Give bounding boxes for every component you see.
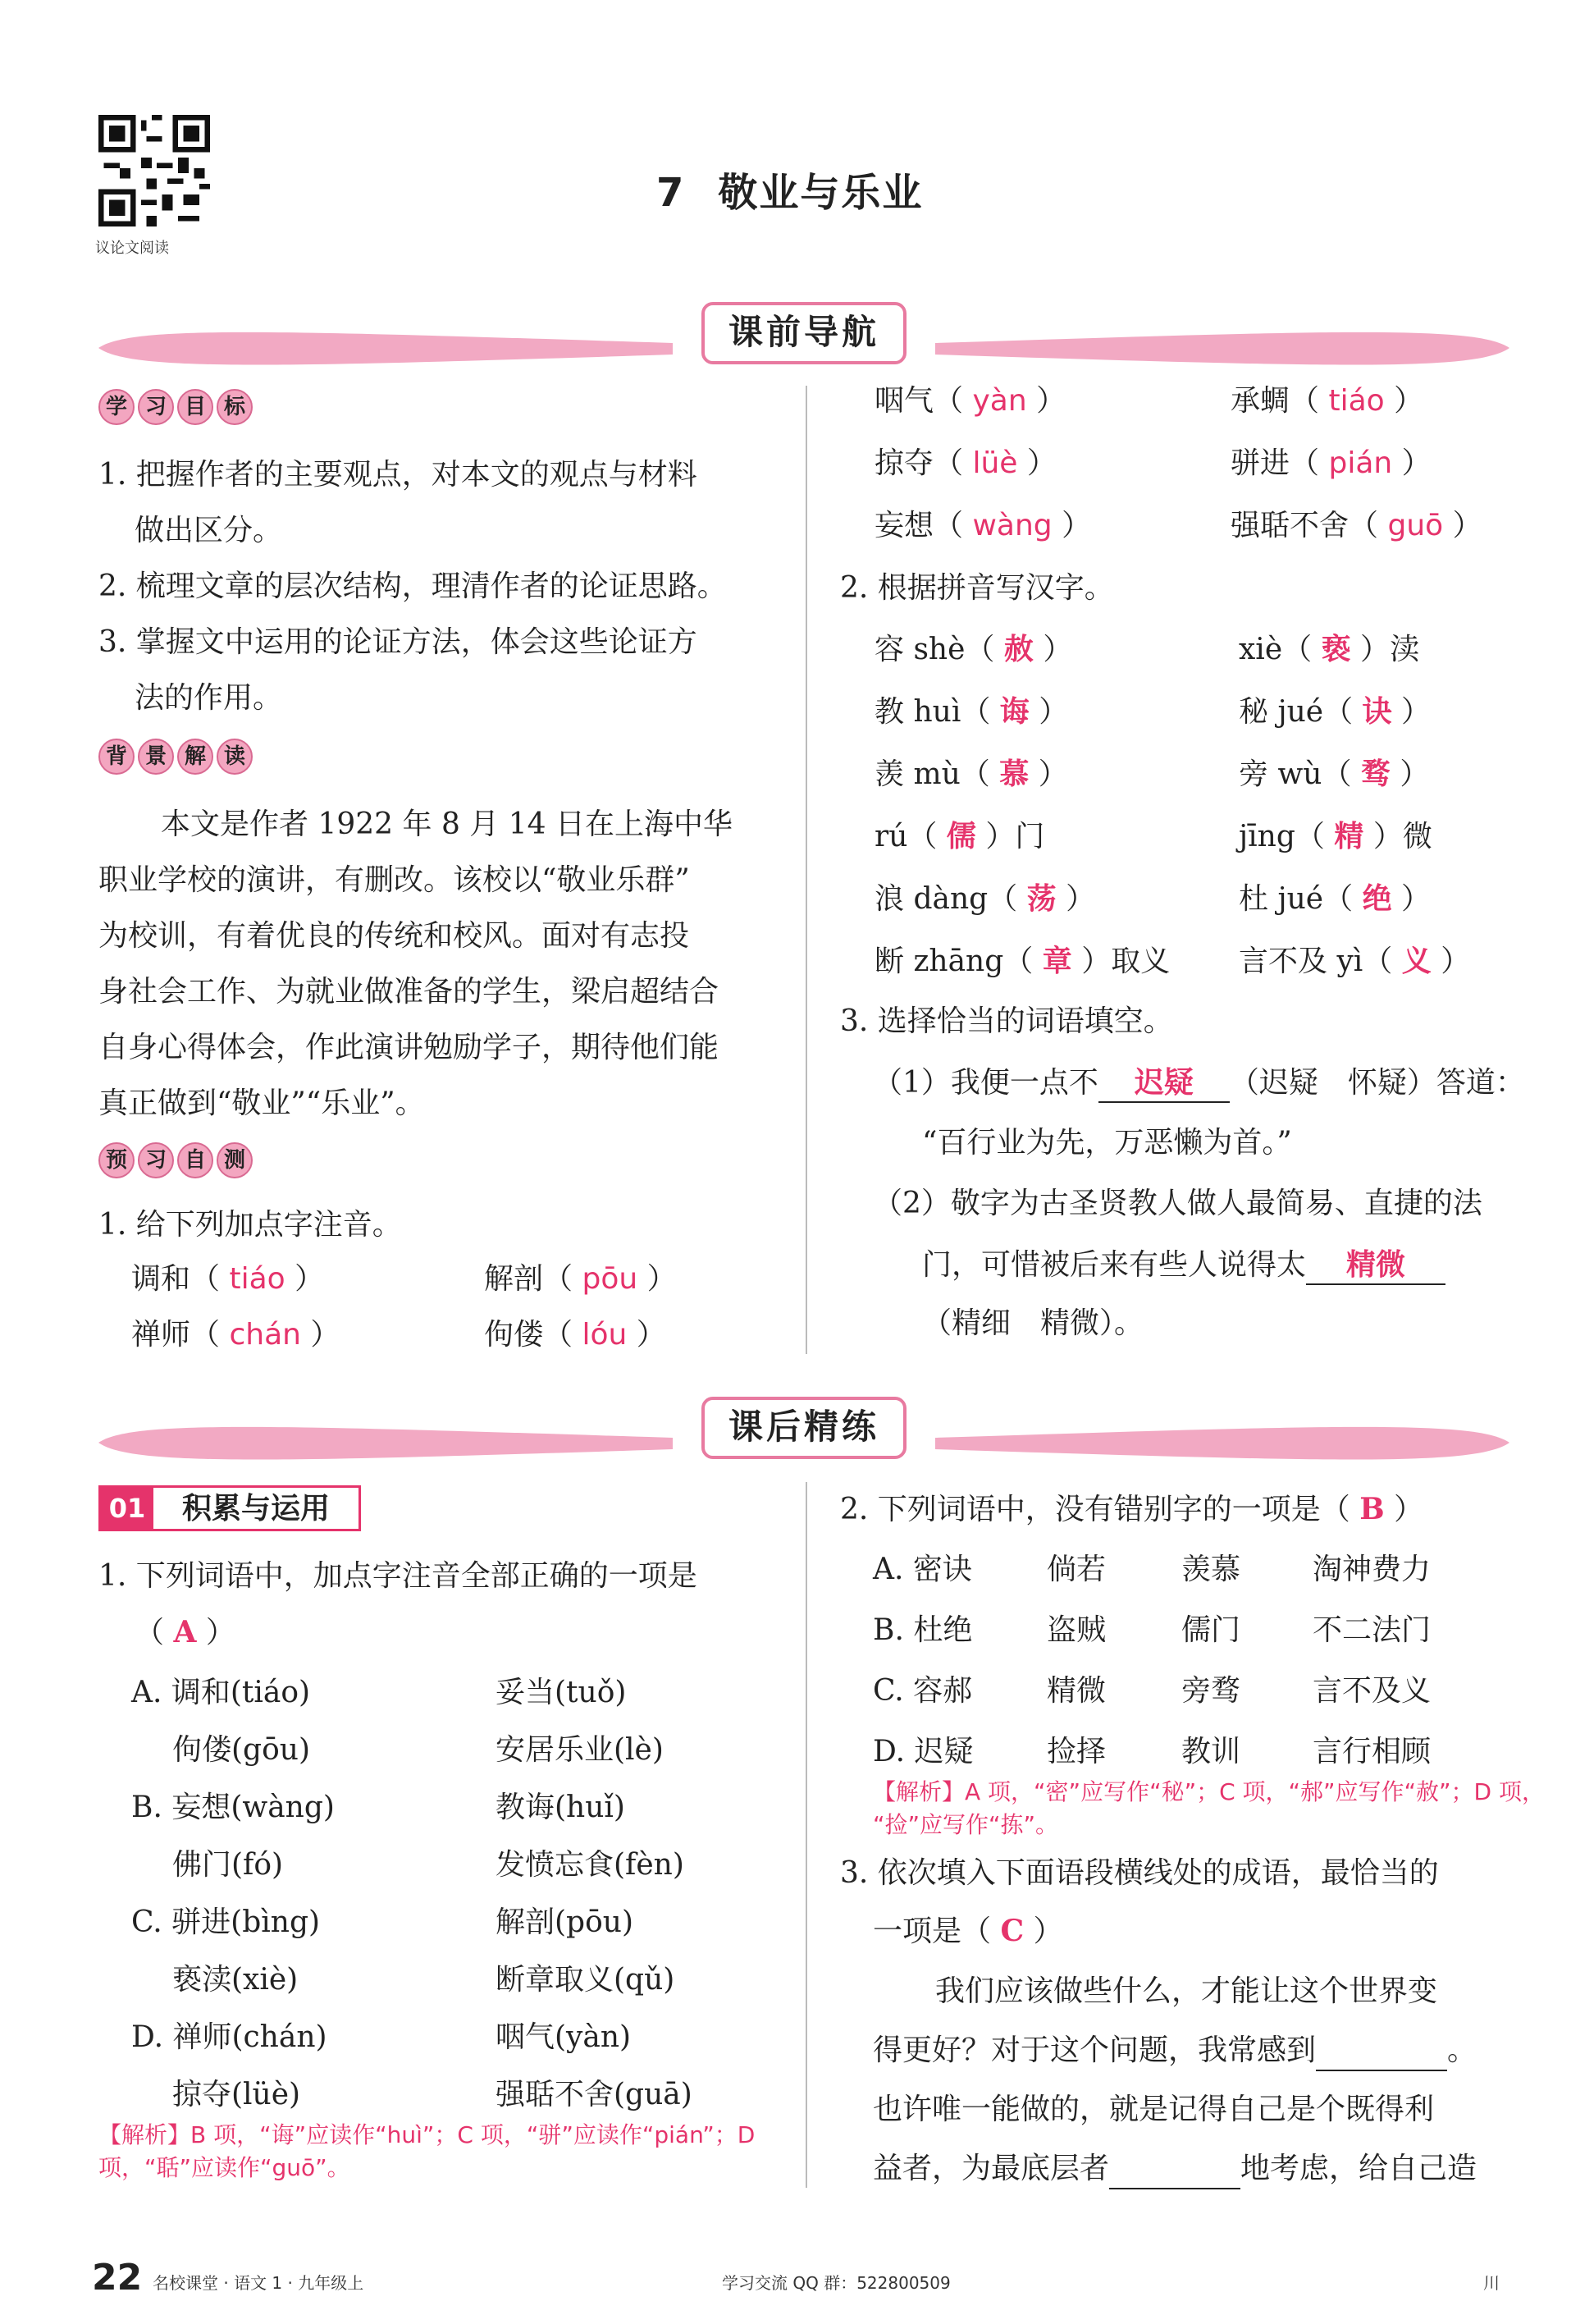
pill-goals [98,389,253,425]
p1-analysis: 【解析】B 项，“诲”应读作“huì”；C 项，“骈”应读作“pián”；D [98,2121,756,2148]
section-band-preview [98,312,1509,374]
pinyin-item: 骈进（ pián ） [1231,446,1432,480]
pinyin-item: 承蜩（ tiáo ） [1231,384,1424,418]
p2-option: B. 杜绝 [873,1613,973,1647]
pill-char: 自 [177,1142,213,1178]
page-number: 22 [92,2257,143,2299]
hanzi-item: 教 huì（ 诲 ） [875,694,1069,729]
p3-passage: 得更好？对于这个问题，我常感到 。 [873,2032,1477,2071]
section-number: 01 [101,1488,153,1529]
band-label: 课前导航 [701,302,907,364]
p2-option: C. 容郝 [873,1674,973,1708]
section-01-header [98,1485,361,1531]
hanzi-item: 旁 wù（ 骛 ） [1239,757,1430,791]
goal-line: 2. 梳理文章的层次结构，理清作者的论证思路。 [98,570,727,603]
background-line: 自身心得体会，作此演讲勉励学子，期待他们能 [98,1031,719,1064]
q2-title: 2. 根据拼音写汉字。 [840,571,1114,605]
p2-option: 旁骛 [1181,1674,1241,1708]
p2-option: 羡慕 [1181,1553,1241,1586]
column-divider [806,1482,807,2188]
p3-passage: 益者，为最底层者 地考虑，给自己造 [873,2150,1477,2189]
pill-char: 习 [138,1142,174,1178]
pill-char: 解 [177,739,213,775]
p3-passage: 我们应该做些什么，才能让这个世界变 [935,1974,1438,2008]
goal-line: 1. 把握作者的主要观点，对本文的观点与材料 [98,458,697,492]
q3-item-2c: （精细 精微）。 [922,1306,1144,1340]
qr-caption: 议论文阅读 [95,240,169,257]
p2-option: 盗贼 [1047,1613,1107,1647]
hanzi-item: 秘 jué（ 诀 ） [1239,694,1432,729]
p1-option: 教诲(huǐ) [496,1791,625,1824]
hanzi-item: 杜 jué（ 绝 ） [1239,881,1432,916]
background-line: 为校训，有着优良的传统和校风。面对有志投 [98,919,690,953]
p1-option: C. 骈进(bìng) [131,1905,321,1939]
p1-option: 解剖(pōu) [496,1905,633,1939]
p1-option: 妥当(tuǒ) [496,1676,627,1709]
pinyin-item: 解剖（ pōu ） [484,1262,677,1296]
hanzi-item: 断 zhāng（ 章 ）取义 [875,944,1171,978]
p2-analysis: 【解析】A 项，“密”应写作“秘”；C 项，“郝”应写作“赦”；D 项， [873,1778,1546,1805]
p3-passage: 也许唯一能做的，就是记得自己是个既得利 [873,2093,1435,2126]
p2-option: D. 迟疑 [873,1735,974,1768]
pinyin-item: 禅师（ chán ） [131,1318,340,1352]
p2-option: 淘神费力 [1313,1553,1432,1586]
p2-option: 精微 [1047,1674,1107,1708]
goal-line: 法的作用。 [135,681,283,715]
p2-option: 言行相顾 [1313,1735,1432,1768]
pill-char: 预 [98,1142,135,1178]
background-line: 身社会工作、为就业做准备的学生，梁启超结合 [98,975,719,1009]
page-title [656,161,923,217]
p1-option: 佝偻(gōu) [172,1733,310,1767]
hanzi-item: rú（ 儒 ）门 [875,819,1045,853]
p1-option: A. 调和(tiáo) [131,1676,311,1709]
q3-title: 3. 选择恰当的词语填空。 [840,1004,1173,1038]
p2-analysis: “捡”应写作“拣”。 [873,1811,1059,1838]
hanzi-item: jīng（ 精 ）微 [1239,819,1432,853]
p3-question: 3. 依次填入下面语段横线处的成语，最恰当的 [840,1856,1439,1890]
hanzi-item: 容 shè（ 赦 ） [875,632,1073,666]
p1-option: D. 禅师(chán) [131,2020,327,2054]
q3-item-1: （1）我便一点不 迟疑 （迟疑 怀疑）答道： [873,1064,1525,1103]
p1-option: 亵渎(xiè) [172,1963,299,1997]
p1-option: 发愤忘食(fèn) [496,1848,684,1882]
p2-option: 儒门 [1181,1613,1241,1647]
p1-option: 掠夺(lüè) [172,2078,301,2111]
p2-option: 不二法门 [1313,1613,1432,1647]
q3-item-1-quote: “百行业为先，万恶懒为首。” [922,1126,1292,1160]
pill-char: 习 [138,389,174,425]
hanzi-item: xiè（ 亵 ）渎 [1239,632,1420,666]
p2-question: 2. 下列词语中，没有错别字的一项是（ B ） [840,1492,1424,1526]
p1-option: 安居乐业(lè) [496,1733,664,1767]
pinyin-item: 强聒不舍（ guō ） [1231,509,1482,542]
p1-option: B. 妄想(wàng) [131,1791,335,1824]
section-band-practice [98,1407,1509,1469]
title-text: 敬业与乐业 [718,170,924,216]
pill-char: 景 [138,739,174,775]
p1-option: 咽气(yàn) [496,2020,632,2054]
pinyin-item: 咽气（ yàn ） [875,384,1066,418]
hanzi-item: 浪 dàng（ 荡 ） [875,881,1096,916]
hanzi-item: 言不及 yì（ 义 ） [1239,944,1471,978]
goal-line: 做出区分。 [135,514,283,547]
background-line: 本文是作者 1922 年 8 月 14 日在上海中华 [161,807,733,841]
column-divider [806,386,807,1354]
hanzi-item: 羡 mù（ 慕 ） [875,757,1068,791]
q1-title: 1. 给下列加点字注音。 [98,1208,402,1242]
pill-char: 学 [98,389,135,425]
pill-char: 读 [217,739,253,775]
p3-answer: 一项是（ C ） [873,1914,1063,1948]
p2-option: 倘若 [1047,1553,1107,1586]
p1-option: 强聒不舍(guā) [496,2078,692,2111]
pill-char: 标 [217,389,253,425]
p2-option: 教训 [1181,1735,1241,1768]
pill-char: 目 [177,389,213,425]
section-label: 积累与运用 [181,1491,330,1526]
p1-option: 断章取义(qǔ) [496,1963,675,1997]
pill-char: 背 [98,739,135,775]
p2-option: 捡择 [1047,1735,1107,1768]
q3-item-2b: 门，可惜被后来有些人说得太 精微 [922,1246,1445,1285]
footer-region: 川 [1483,2273,1500,2293]
background-line: 真正做到“敬业”“乐业”。 [98,1087,425,1120]
p1-question: 1. 下列词语中，加点字注音全部正确的一项是 [98,1559,697,1593]
pinyin-item: 佝偻（ lóu ） [484,1318,666,1352]
pinyin-item: 掠夺（ lüè ） [875,446,1057,480]
p2-option: A. 密诀 [873,1553,972,1586]
pinyin-item: 调和（ tiáo ） [131,1262,325,1296]
p1-answer: （ A ） [135,1615,235,1649]
footer-book: 名校课堂 · 语文 1 · 九年级上 [153,2273,364,2293]
p1-analysis: 项，“聒”应读作“guō”。 [98,2154,350,2181]
title-number: 7 [656,170,686,216]
p2-option: 言不及义 [1313,1674,1432,1708]
qr-code [98,115,210,226]
pill-preview [98,1142,253,1178]
pinyin-item: 妄想（ wàng ） [875,509,1092,542]
pill-char: 测 [217,1142,253,1178]
p1-option: 佛门(fó) [172,1848,284,1882]
background-line: 职业学校的演讲，有删改。该校以“敬业乐群” [98,863,690,897]
q3-item-2: （2）敬字为古圣贤教人做人最简易、直捷的法 [873,1187,1482,1220]
pill-background [98,739,253,775]
footer-qq: 学习交流 QQ 群：522800509 [722,2273,951,2293]
band-label: 课后精练 [701,1397,907,1459]
goal-line: 3. 掌握文中运用的论证方法，体会这些论证方 [98,625,697,659]
